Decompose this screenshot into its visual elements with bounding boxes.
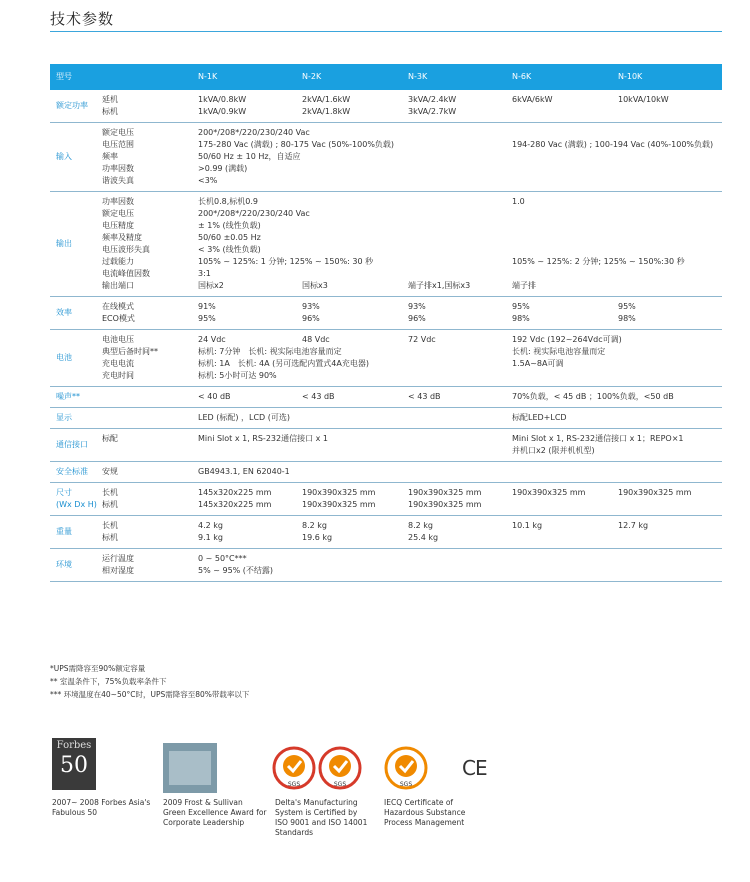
- row-value: 国标x3: [302, 192, 408, 297]
- row-value: 1.0 105% ~ 125%: 2 分钟; 125% ~ 150%:30 秒 端子排: [512, 192, 618, 297]
- row-category: 显示: [50, 408, 102, 429]
- row-value: 2kVA/1.6kW 2kVA/1.8kW: [302, 90, 408, 123]
- row-value: 48 Vdc: [302, 330, 408, 387]
- row-value: [408, 549, 512, 582]
- forbes-caption: 2007~ 2008 Forbes Asia's Fabulous 50: [52, 798, 151, 817]
- row-value: 91% 95%: [198, 297, 302, 330]
- row-category: 安全标准: [50, 462, 102, 483]
- svg-text:SGS: SGS: [287, 781, 301, 788]
- footnote: ** 室温条件下，75%负载率条件下: [50, 677, 167, 686]
- row-value: 24 Vdc 标机: 7分钟 长机: 视实际电池容量而定 标机: 1A 长机: 4A (另可选配内置式4A充电器) 标机: 5小时可达 90%: [198, 330, 302, 387]
- row-value: < 40 dB: [198, 387, 302, 408]
- row-value: 4.2 kg 9.1 kg: [198, 516, 302, 549]
- frost-sullivan-logo: [163, 743, 217, 793]
- row-labels: [102, 387, 198, 408]
- row-category: 额定功率: [50, 90, 102, 123]
- sgs-iso9001-seal: [272, 746, 316, 794]
- row-category: 噪声**: [50, 387, 102, 408]
- row-value: [408, 429, 512, 462]
- row-value: 72 Vdc: [408, 330, 512, 387]
- row-value: [408, 123, 512, 192]
- row-value: 10.1 kg: [512, 516, 618, 549]
- row-value: 190x390x325 mm 190x390x325 mm: [408, 483, 512, 516]
- footnote: *** 环境温度在40~50°C时，UPS需降容至80%带载率以下: [50, 690, 250, 699]
- footnotes: [50, 662, 249, 701]
- frost-sullivan-caption: 2009 Frost & Sullivan Green Excellence Award for Corporate Leadership: [163, 798, 267, 827]
- row-value: [408, 408, 512, 429]
- row-value: [618, 192, 722, 297]
- forbes-logo: [52, 738, 96, 790]
- row-value: Mini Slot x 1, RS-232通信接口 x 1: [198, 429, 302, 462]
- row-value: 95% 98%: [512, 297, 618, 330]
- header-n10k: N-10K: [618, 64, 722, 90]
- sgs-iso-caption: Delta's Manufacturing System is Certified by ISO 9001 and ISO 14001 Standards: [275, 798, 368, 837]
- sgs-iecq-caption: IECQ Certificate of Hazardous Substance Process Management: [384, 798, 466, 827]
- row-value: 8.2 kg 25.4 kg: [408, 516, 512, 549]
- row-value: < 43 dB: [302, 387, 408, 408]
- row-value: 12.7 kg: [618, 516, 722, 549]
- row-value: [618, 330, 722, 387]
- row-value: 200*/208*/220/230/240 Vac 175-280 Vac (满载) ; 80-175 Vac (50%-100%负载) 50/60 Hz ± 10 Hz，自适应 >0.99 (满载) <3%: [198, 123, 302, 192]
- sgs-seal-icon: [318, 746, 362, 790]
- header-n1k: N-1K: [198, 64, 302, 90]
- forbes-50: 50: [60, 753, 88, 778]
- row-labels: 运行温度 相对湿度: [102, 549, 198, 582]
- row-value: [618, 123, 722, 192]
- table-row: [50, 516, 722, 549]
- row-labels: 长机 标机: [102, 516, 198, 549]
- row-category: 输出: [50, 192, 102, 297]
- row-value: [302, 408, 408, 429]
- table-row: [50, 192, 722, 297]
- row-category: 尺寸 (Wx Dx H): [50, 483, 102, 516]
- row-labels: 标配: [102, 429, 198, 462]
- row-value: Mini Slot x 1, RS-232通信接口 x 1；REPO×1 并机口x2 (限并机机型): [512, 429, 618, 462]
- svg-text:SGS: SGS: [333, 781, 347, 788]
- row-category: 通信接口: [50, 429, 102, 462]
- row-value: [512, 549, 618, 582]
- header-n3k: N-3K: [408, 64, 512, 90]
- row-value: LED (标配) ，LCD (可选): [198, 408, 302, 429]
- table-row: [50, 429, 722, 462]
- row-labels: [102, 408, 198, 429]
- spec-table: [50, 64, 722, 582]
- table-row: [50, 123, 722, 192]
- row-value: [302, 549, 408, 582]
- page-title: 技术参数: [50, 10, 115, 28]
- table-row: [50, 462, 722, 483]
- table-header-row: [50, 64, 722, 90]
- header-n2k: N-2K: [302, 64, 408, 90]
- table-row: [50, 408, 722, 429]
- ce-mark-icon: CE: [462, 756, 487, 780]
- row-value: 192 Vdc (192~264Vdc可调) 长机: 视实际电池容量而定 1.5A~8A可调: [512, 330, 618, 387]
- table-row: [50, 483, 722, 516]
- row-value: 93% 96%: [408, 297, 512, 330]
- row-value: 190x390x325 mm 190x390x325 mm: [302, 483, 408, 516]
- row-value: 190x390x325 mm: [618, 483, 722, 516]
- row-value: 1kVA/0.8kW 1kVA/0.9kW: [198, 90, 302, 123]
- header-blank: [102, 64, 198, 90]
- sgs-seal-icon: [272, 746, 316, 790]
- row-value: 145x320x225 mm 145x320x225 mm: [198, 483, 302, 516]
- row-labels: 在线模式 ECO模式: [102, 297, 198, 330]
- row-value: 标配LED+LCD: [512, 408, 618, 429]
- row-category: 环境: [50, 549, 102, 582]
- row-value: 95% 98%: [618, 297, 722, 330]
- row-labels: 电池电压 典型后备时间** 充电电流 充电时间: [102, 330, 198, 387]
- table-row: [50, 549, 722, 582]
- row-value: 194-280 Vac (满载) ; 100-194 Vac (40%-100%负载): [512, 123, 618, 192]
- row-value: [302, 123, 408, 192]
- row-labels: 长机 标机: [102, 483, 198, 516]
- table-row: [50, 297, 722, 330]
- row-value: 70%负载，< 45 dB ；100%负载，<50 dB: [512, 387, 618, 408]
- row-value: [618, 462, 722, 483]
- row-value: 190x390x325 mm: [512, 483, 618, 516]
- row-category: 效率: [50, 297, 102, 330]
- forbes-wordmark: Forbes: [56, 740, 92, 751]
- table-row: [50, 90, 722, 123]
- row-value: [302, 462, 408, 483]
- row-category: 重量: [50, 516, 102, 549]
- row-value: [618, 408, 722, 429]
- row-value: < 43 dB: [408, 387, 512, 408]
- row-value: 8.2 kg 19.6 kg: [302, 516, 408, 549]
- row-value: 端子排x1,国标x3: [408, 192, 512, 297]
- footnote: *UPS需降容至90%额定容量: [50, 664, 146, 673]
- svg-text:SGS: SGS: [399, 781, 413, 788]
- row-value: 6kVA/6kW: [512, 90, 618, 123]
- sgs-iecq-seal: [384, 746, 428, 794]
- row-value: [618, 549, 722, 582]
- row-labels: 额定电压 电压范围 频率 功率因数 谐波失真: [102, 123, 198, 192]
- row-category: 电池: [50, 330, 102, 387]
- sgs-iso14001-seal: [318, 746, 362, 794]
- row-value: 3kVA/2.4kW 3kVA/2.7kW: [408, 90, 512, 123]
- row-labels: 功率因数 额定电压 电压精度 频率及精度 电压波形失真 过载能力 电流峰值因数 输出端口: [102, 192, 198, 297]
- header-n6k: N-6K: [512, 64, 618, 90]
- row-labels: 安规: [102, 462, 198, 483]
- row-value: GB4943.1, EN 62040-1: [198, 462, 302, 483]
- row-value: 10kVA/10kW: [618, 90, 722, 123]
- row-value: [512, 462, 618, 483]
- row-value: 长机0.8,标机0.9 200*/208*/220/230/240 Vac ± 1% (线性负载) 50/60 ±0.05 Hz < 3% (线性负载) 105% ~ 125%: 1 分钟; 125% ~ 150%: 30 秒 3:1 国标x2: [198, 192, 302, 297]
- table-row: [50, 330, 722, 387]
- sgs-seal-icon: [384, 746, 428, 790]
- title-divider: [50, 31, 722, 32]
- row-value: [408, 462, 512, 483]
- header-model: 型号: [50, 64, 102, 90]
- row-value: 93% 96%: [302, 297, 408, 330]
- table-row: [50, 387, 722, 408]
- row-labels: 延机 标机: [102, 90, 198, 123]
- row-category: 输入: [50, 123, 102, 192]
- award-panel: [169, 751, 211, 785]
- row-value: 0 ~ 50°C*** 5% ~ 95% (不结露): [198, 549, 302, 582]
